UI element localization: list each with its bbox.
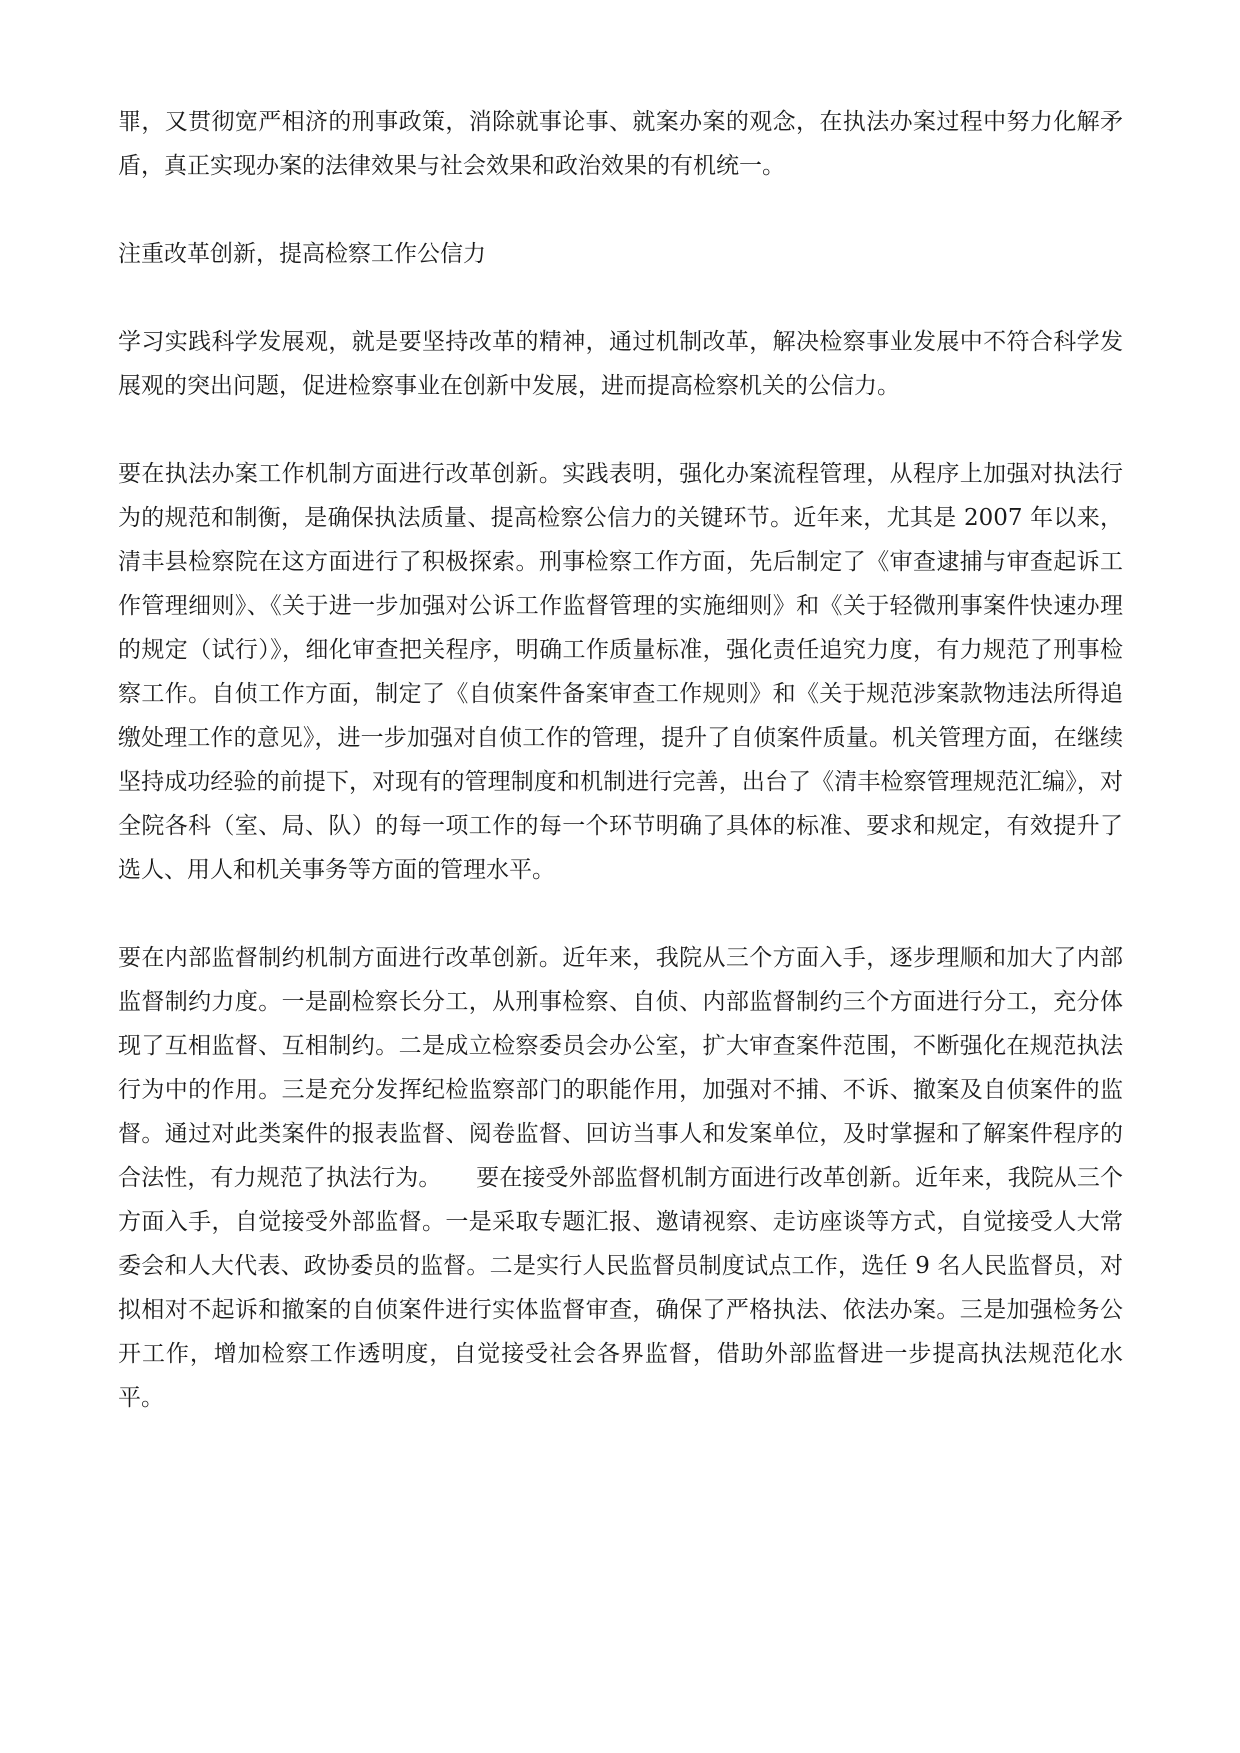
- paragraph-continuation: 罪，又贯彻宽严相济的刑事政策，消除就事论事、就案办案的观念，在执法办案过程中努力化解矛盾，真正实现办案的法律效果与社会效果和政治效果的有机统一。: [118, 109, 1123, 179]
- paragraph-intro: 学习实践科学发展观，就是要坚持改革的精神，通过机制改革，解决检察事业发展中不符合科学发展观的突出问题，促进检察事业在创新中发展，进而提高检察机关的公信力。: [118, 329, 1123, 399]
- section-heading: 注重改革创新，提高检察工作公信力: [118, 241, 486, 267]
- paragraph-case-mechanism: 要在执法办案工作机制方面进行改革创新。实践表明，强化办案流程管理，从程序上加强对执法行为的规范和制衡，是确保执法质量、提高检察公信力的关键环节。近年来，尤其是 2007 年以来，清丰县检察院在这方面进行了积极探索。刑事检察工作方面，先后制定了《审查逮捕与审查起诉工作管理细则》、《关于进一步加强对公诉工作监督管理的实施细则》和《关于轻微刑事案件快速办理的规定（试行）》，细化审查把关程序，明确工作质量标准，强化责任追究力度，有力规范了刑事检察工作。自侦工作方面，制定了《自侦案件备案审查工作规则》和《关于规范涉案款物违法所得追缴处理工作的意见》，进一步加强对自侦工作的管理，提升了自侦案件质量。机关管理方面，在继续坚持成功经验的前提下，对现有的管理制度和机制进行完善，出台了《清丰检察管理规范汇编》，对全院各科（室、局、队）的每一项工作的每一个环节明确了具体的标准、要求和规定，有效提升了选人、用人和机关事务等方面的管理水平。: [118, 461, 1123, 883]
- paragraph-supervision-mechanism: 要在内部监督制约机制方面进行改革创新。近年来，我院从三个方面入手，逐步理顺和加大了内部监督制约力度。一是副检察长分工，从刑事检察、自侦、内部监督制约三个方面进行分工，充分体现了互相监督、互相制约。二是成立检察委员会办公室，扩大审查案件范围，不断强化在规范执法行为中的作用。三是充分发挥纪检监察部门的职能作用，加强对不捕、不诉、撤案及自侦案件的监督。通过对此类案件的报表监督、阅卷监督、回访当事人和发案单位，及时掌握和了解案件程序的合法性，有力规范了执法行为。 要在接受外部监督机制方面进行改革创新。近年来，我院从三个方面入手，自觉接受外部监督。一是采取专题汇报、邀请视察、走访座谈等方式，自觉接受人大常委会和人大代表、政协委员的监督。二是实行人民监督员制度试点工作，选任 9 名人民监督员，对拟相对不起诉和撤案的自侦案件进行实体监督审查，确保了严格执法、依法办案。三是加强检务公开工作，增加检察工作透明度，自觉接受社会各界监督，借助外部监督进一步提高执法规范化水平。: [118, 945, 1123, 1411]
